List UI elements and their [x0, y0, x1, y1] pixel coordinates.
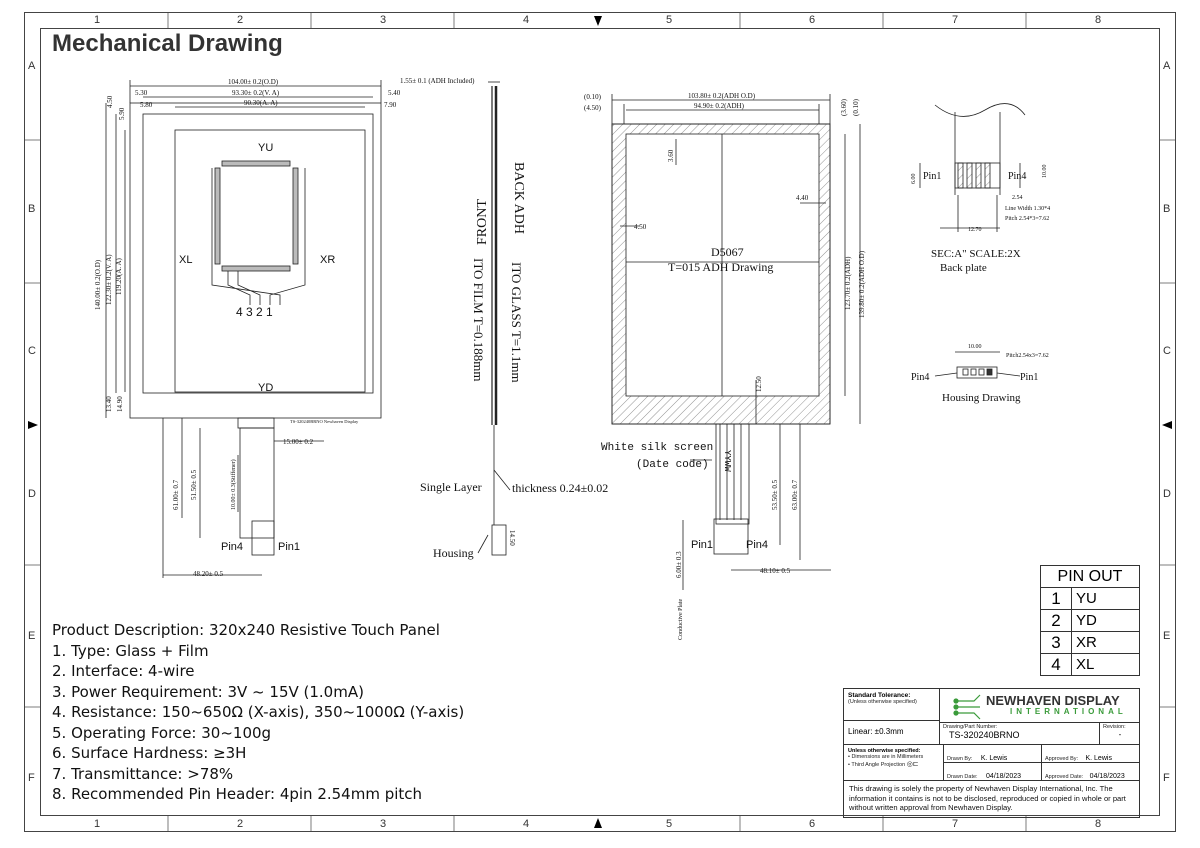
section-caption-back-plate: Back plate	[940, 262, 987, 274]
front-pin-numbers: 4 3 2 1	[236, 305, 273, 319]
drawn-date-value: 04/18/2023	[986, 773, 1022, 780]
front-dim-va-width: 93.30± 0.2(V. A)	[232, 89, 280, 97]
third-angle-label: • Third Angle Projection	[848, 762, 906, 768]
grid-row-a-right: A	[1163, 60, 1171, 72]
section-line-width: Line Width 1.30*4	[1005, 206, 1051, 212]
millimeters-note: • Dimensions are in Millimeters	[848, 754, 924, 760]
standard-tolerance-label: Standard Tolerance:	[848, 692, 911, 699]
part-number-label: Drawing/Part Number:	[943, 724, 998, 730]
description-item-1: 1. Type: Glass + Film	[52, 641, 209, 660]
back-dim-010-top: (0.10)	[852, 99, 860, 116]
back-conductive-plate-label: Conductive Plate	[678, 598, 684, 640]
pinout-pin: 3	[1041, 632, 1072, 654]
grid-row-a: A	[28, 60, 36, 72]
pinout-pin: 2	[1041, 610, 1072, 632]
page-title: Mechanical Drawing	[52, 30, 283, 57]
housing-pitch: Pitch2.54x3=7.62	[1006, 353, 1049, 359]
electrode-xl-label: XL	[179, 254, 193, 266]
front-tail-dim-stiffener: 10.00± 0.3(Stiffener)	[231, 459, 237, 510]
back-title-adh-drawing: T=015 ADH Drawing	[668, 260, 774, 274]
front-dim-1490: 14.90	[116, 396, 124, 412]
third-angle-note	[848, 760, 939, 768]
back-view	[612, 94, 860, 590]
grid-col-3-bottom: 3	[380, 818, 387, 830]
section-dim-600: 6.00	[911, 173, 917, 184]
electrode-yd-label: YD	[258, 382, 274, 394]
front-dim-od-width: 104.00± 0.2(O.D)	[228, 78, 279, 86]
approved-date-cell	[1042, 763, 1140, 781]
grid-row-c: C	[28, 345, 36, 357]
description-item-5: 5. Operating Force: 30~100g	[52, 723, 272, 742]
drawn-by-value: K. Lewis	[980, 755, 1008, 762]
property-notice: This drawing is solely the property of Newhaven Display International, Inc. The information it contains is not to be disclosed, reproduced or copied in whole or part without written approval from Newhaven Display.	[849, 784, 1126, 812]
grid-row-e: E	[28, 630, 36, 642]
revision-cell	[1100, 723, 1140, 745]
units-cell	[844, 745, 944, 781]
front-dim-580: 5.80	[140, 101, 153, 109]
section-a-drawing	[920, 104, 1025, 232]
approved-by-cell	[1042, 745, 1140, 763]
pinout-signal: YD	[1072, 610, 1140, 632]
pinout-pin: 1	[1041, 588, 1072, 610]
grid-col-7-bottom: 7	[952, 818, 959, 830]
section-pin4-label: Pin4	[1008, 171, 1027, 182]
grid-col-5-bottom: 5	[666, 818, 673, 830]
tolerance-cell	[844, 689, 940, 721]
section-dim-254: 2.54	[1012, 195, 1023, 201]
grid-row-f-right: F	[1163, 772, 1170, 784]
linear-tolerance: Linear: ±0.3mm	[844, 721, 940, 745]
pinout-table	[1040, 565, 1140, 676]
grid-row-b-right: B	[1163, 203, 1171, 215]
front-dim-540: 5.40	[388, 89, 401, 97]
drawn-date-label: Drawn Date:	[947, 774, 978, 780]
front-dim-aa-height: 119.20(A. A)	[115, 258, 123, 295]
side-dim-thickness: 1.55± 0.1 (ADH Included)	[400, 77, 475, 85]
grid-col-6-bottom: 6	[809, 818, 816, 830]
side-housing-label: Housing	[433, 546, 474, 560]
back-date-code-label: (Date code)	[636, 459, 709, 471]
side-housing-dim: 14.50	[508, 530, 516, 546]
back-dim-adh-od-width: 103.80± 0.2(ADH O.D)	[688, 92, 756, 100]
grid-row-d: D	[28, 488, 36, 500]
grid-col-4-bottom: 4	[523, 818, 530, 830]
electrode-yu-label: YU	[258, 142, 274, 154]
section-dim-1270: 12.70	[968, 227, 982, 233]
back-tail-dim-6300: 63.00± 0.7	[791, 479, 799, 510]
pinout-header: PIN OUT	[1041, 566, 1140, 588]
front-dim-1340: 13.40	[105, 396, 113, 412]
front-view	[106, 80, 381, 578]
approved-by-value: K. Lewis	[1085, 755, 1112, 762]
side-single-layer-label: Single Layer	[420, 480, 482, 494]
section-dim-1000: 10.00	[1042, 164, 1048, 178]
back-inner-dim-360: 3.60	[667, 149, 675, 162]
pinout-row	[1041, 588, 1140, 610]
revision-label: Revision:	[1103, 724, 1126, 730]
logo-main-text: NEWHAVEN DISPLAY	[986, 693, 1120, 708]
description-heading: Product Description: 320x240 Resistive Touch Panel	[52, 621, 440, 639]
back-silk-screen-label: White silk screen	[601, 442, 714, 454]
grid-row-b: B	[28, 203, 36, 215]
pinout-row	[1041, 654, 1140, 676]
drawn-by-label: Drawn By:	[947, 756, 973, 762]
approved-date-label: Approved Date:	[1045, 774, 1084, 780]
back-inner-dim-450: 4.50	[634, 223, 647, 231]
back-pin4-label: Pin4	[746, 539, 769, 551]
logo-sub-text: INTERNATIONAL	[1010, 707, 1127, 716]
section-pitch: Pitch 2.54*3=7.62	[1005, 216, 1050, 222]
section-pin1-label: Pin1	[923, 171, 942, 182]
housing-caption: Housing Drawing	[942, 392, 1021, 404]
back-tail-dim-600: 6.00± 0.3	[675, 551, 683, 578]
grid-row-d-right: D	[1163, 488, 1171, 500]
side-ito-glass-label: ITO GLASS T=1.1mm	[509, 262, 524, 383]
front-tail-dim-1500: 15.00± 0.2	[283, 438, 314, 446]
grid-row-e-right: E	[1163, 630, 1171, 642]
back-title-d5067: D5067	[711, 245, 744, 259]
unless-specified-note: (Unless otherwise specified)	[848, 699, 917, 705]
housing-pin4-label: Pin4	[911, 372, 930, 383]
front-part-note: TS-320240BRNO Newhaven Display	[290, 419, 359, 424]
front-dim-od-height: 140.00± 0.2(O.D)	[94, 259, 102, 310]
approved-by-label: Approved By:	[1045, 756, 1079, 762]
back-tail-dim-5350: 53.50± 0.5	[771, 479, 779, 510]
back-dim-adh-height: 123.70± 0.2(ADH)	[844, 256, 852, 310]
front-dim-790: 7.90	[384, 101, 397, 109]
back-dim-010: (0.10)	[584, 93, 601, 101]
company-logo	[940, 689, 1140, 723]
grid-col-2: 2	[237, 14, 244, 26]
product-description	[52, 620, 464, 805]
grid-col-1: 1	[94, 14, 101, 26]
description-item-7: 7. Transmittance: >78%	[52, 764, 234, 783]
description-item-6: 6. Surface Hardness: ≥3H	[52, 744, 247, 762]
back-tail-dim-4810: 48.10± 0.5	[760, 567, 791, 575]
back-dim-adh-od-height: 139.80± 0.2(ADH O.D)	[858, 250, 866, 318]
front-dim-va-height: 122.30± 0.2(V. A)	[105, 254, 113, 305]
title-block	[843, 688, 1140, 818]
grid-col-8-bottom: 8	[1095, 818, 1102, 830]
back-inner-dim-1250: 12.50	[755, 376, 763, 392]
grid-col-5: 5	[666, 14, 673, 26]
grid-col-8: 8	[1095, 14, 1102, 26]
back-dim-adh-width: 94.90± 0.2(ADH)	[694, 102, 744, 110]
part-number-cell	[940, 723, 1100, 745]
drawn-date-cell	[944, 763, 1042, 781]
drawn-by-cell	[944, 745, 1042, 763]
description-item-8: 8. Recommended Pin Header: 4pin 2.54mm pitch	[52, 785, 423, 803]
description-item-2: 2. Interface: 4-wire	[52, 662, 195, 680]
side-back-adh-label: BACK ADH	[511, 162, 526, 234]
grid-col-3: 3	[380, 14, 387, 26]
grid-row-c-right: C	[1163, 345, 1171, 357]
front-tail-dim-5150: 51.50± 0.5	[190, 469, 198, 500]
section-caption-scale: SEC:A" SCALE:2X	[931, 248, 1021, 260]
part-number-value: TS-320240BRNO	[949, 730, 1020, 740]
pinout-row	[1041, 632, 1140, 654]
back-dim-360-top: (3.60)	[840, 99, 848, 116]
side-front-label: FRONT	[475, 199, 490, 245]
back-pin1-label: Pin1	[691, 539, 714, 551]
approved-date-value: 04/18/2023	[1089, 773, 1125, 780]
electrode-xr-label: XR	[320, 254, 336, 266]
pinout-row	[1041, 610, 1140, 632]
unless-otherwise-label: Unless otherwise specified:	[848, 748, 921, 754]
description-item-4: 4. Resistance: 150~650Ω (X-axis), 350~1000Ω (Y-axis)	[52, 703, 465, 721]
pinout-signal: XL	[1072, 654, 1140, 676]
pinout-pin: 4	[1041, 654, 1072, 676]
description-item-3: 3. Power Requirement: 3V ~ 15V (1.0mA)	[52, 682, 364, 701]
side-ito-film-label: ITO FILM T=0.188mm	[471, 258, 486, 382]
revision-value: -	[1118, 730, 1122, 739]
housing-dim-1000: 10.00	[968, 344, 982, 350]
front-dim-aa-width: 90.30(A. A)	[244, 99, 278, 107]
grid-row-f: F	[28, 772, 35, 784]
front-dim-530: 5.30	[135, 89, 148, 97]
front-pin1-label: Pin1	[278, 541, 301, 553]
grid-col-4: 4	[523, 14, 530, 26]
grid-col-1-bottom: 1	[94, 818, 101, 830]
pinout-signal: XR	[1072, 632, 1140, 654]
grid-col-7: 7	[952, 14, 959, 26]
front-dim-590: 5.90	[118, 107, 126, 120]
front-tail-dim-4820: 48.20± 0.5	[193, 570, 224, 578]
front-tail-dim-6100: 61.00± 0.7	[172, 479, 180, 510]
grid-col-6: 6	[809, 14, 816, 26]
back-dim-450: (4.50)	[584, 104, 601, 112]
housing-pin1-label: Pin1	[1020, 372, 1039, 383]
back-date-code-value: YYWW	[722, 450, 732, 472]
side-thickness-label: thickness 0.24±0.02	[512, 481, 609, 495]
third-angle-projection-icon: ◎⊏	[906, 761, 919, 768]
front-dim-450: 4.50	[106, 95, 114, 108]
grid-col-2-bottom: 2	[237, 818, 244, 830]
pinout-signal: YU	[1072, 588, 1140, 610]
back-inner-dim-440: 4.40	[796, 194, 809, 202]
front-pin4-label: Pin4	[221, 541, 244, 553]
